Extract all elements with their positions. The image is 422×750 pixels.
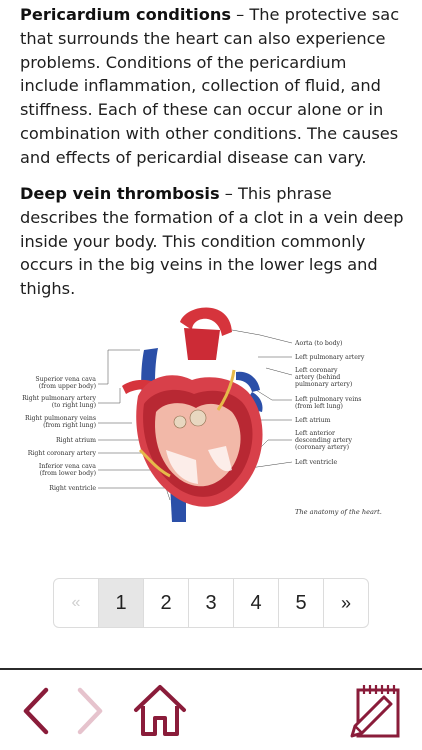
heart-diagram (20, 300, 400, 540)
label-left-ventricle: Left ventricle (295, 459, 338, 466)
pagination (53, 578, 369, 628)
home-icon (132, 682, 188, 738)
pagination-page-1[interactable]: 1 (99, 579, 144, 627)
text-pericardium: – The protective sac that surrounds the heart can also experience problems. Conditions of the pericardium include inflammation, collection of fluid, and stiffness. Each of these can occur alone or in combination with other conditions. The causes and effects of pericardial disease can vary. (20, 5, 400, 167)
label-right-atrium: Right atrium (55, 437, 96, 444)
heart-anatomy-figure (20, 300, 400, 540)
notes-button[interactable] (348, 682, 402, 740)
pagination-page-5[interactable]: 5 (279, 579, 324, 627)
label-left-anterior-descending-artery: Left anterior descending artery (coronary artery) (295, 430, 353, 451)
pagination-page-4[interactable]: 4 (234, 579, 279, 627)
label-right-ventricle: Right ventricle (49, 485, 96, 492)
pagination-next-button[interactable]: » (340, 592, 351, 613)
home-button[interactable] (132, 682, 188, 738)
pagination-prev-button[interactable]: « (54, 579, 99, 627)
right-labels (294, 340, 365, 466)
term-pericardium: Pericardium conditions (20, 5, 231, 24)
figure-caption: The anatomy of the heart. (295, 508, 382, 516)
pagination-page-2[interactable]: 2 (144, 579, 189, 627)
label-left-pulmonary-artery: Left pulmonary artery (295, 354, 365, 361)
label-left-atrium: Left atrium (295, 417, 331, 424)
label-right-pulmonary-artery: Right pulmonary artery (to right lung) (22, 395, 96, 409)
label-right-coronary-artery: Right coronary artery (27, 450, 96, 457)
paragraph-pericardium (20, 3, 404, 170)
text-dvt: – This phrase describes the formation of a clot in a vein deep inside your body. This condition commonly occurs in the big veins in the lower legs and thighs. (20, 184, 404, 299)
forward-button[interactable] (72, 686, 108, 736)
chevron-left-icon (18, 686, 54, 736)
pagination-page-3[interactable]: 3 (189, 579, 234, 627)
label-superior-vena-cava: Superior vena cava (from upper body) (35, 376, 96, 390)
label-left-coronary-artery: Left coronary artery (behind pulmonary artery) (295, 367, 353, 388)
label-aorta: Aorta (to body) (295, 340, 343, 347)
label-left-pulmonary-veins: Left pulmonary veins (from left lung) (295, 396, 362, 410)
notepad-pencil-icon (348, 682, 402, 740)
back-button[interactable] (18, 686, 54, 736)
chevron-right-icon (72, 686, 108, 736)
heart-body (136, 370, 262, 507)
left-labels (22, 376, 96, 492)
term-dvt: Deep vein thrombosis (20, 184, 220, 203)
bottom-toolbar (0, 670, 422, 750)
label-right-pulmonary-veins: Right pulmonary veins (from right lung) (25, 415, 96, 429)
label-inferior-vena-cava: Inferior vena cava (from lower body) (38, 463, 96, 477)
paragraph-dvt (20, 182, 404, 301)
